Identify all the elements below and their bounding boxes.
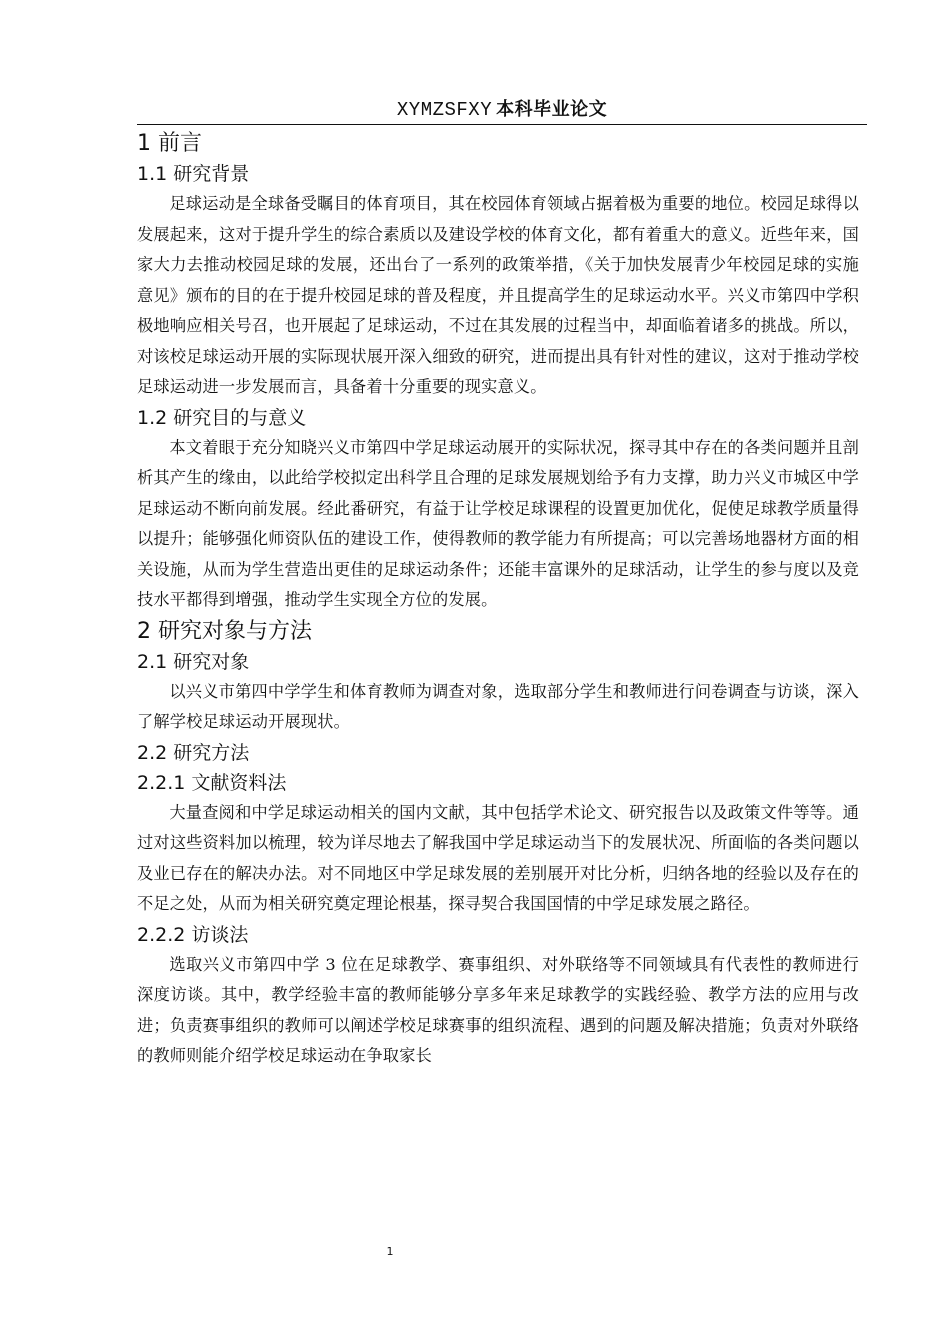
header-rule [137, 124, 867, 125]
header-label: 本科毕业论文 [496, 99, 608, 120]
document-body [137, 128, 859, 1072]
section-2-2-title: 2.2 研究方法 [137, 741, 250, 764]
section-1-1-paragraph: 足球运动是全球备受瞩目的体育项目，其在校园体育领域占据着极为重要的地位。校园足球得以发展起来，这对于提升学生的综合素质以及建设学校的体育文化，都有着重大的意义。近些年来，国家大力去推动校园足球的发展，还出台了一系列的政策举措，《关于加快发展青少年校园足球的实施意见》颁布的目的在于提升校园足球的普及程度，并且提高学生的足球运动水平。兴义市第四中学积极地响应相关号召，也开展起了足球运动，不过在其发展的过程当中，却面临着诸多的挑战。所以，对该校足球运动开展的实际现状展开深入细致的研究，进而提出具有针对性的建议，这对于推动学校足球运动进一步发展而言，具备着十分重要的现实意义。 [137, 194, 859, 396]
header-code: XYMZSFXY [396, 99, 493, 121]
section-2-2-2-title: 2.2.2 访谈法 [137, 923, 249, 946]
section-1-2-paragraph: 本文着眼于充分知晓兴义市第四中学足球运动展开的实际状况，探寻其中存在的各类问题并且剖析其产生的缘由，以此给学校拟定出科学且合理的足球发展规划给予有力支撑，助力兴义市城区中学足球运动不断向前发展。经此番研究，有益于让学校足球课程的设置更加优化，促使足球教学质量得以提升；能够强化师资队伍的建设工作，使得教师的教学能力有所提高；可以完善场地器材方面的相关设施，从而为学生营造出更佳的足球运动条件；还能丰富课外的足球活动，让学生的参与度以及竞技水平都得到增强，推动学生实现全方位的发展。 [137, 437, 859, 609]
page-header [137, 96, 867, 122]
section-2-title: 2 研究对象与方法 [137, 618, 312, 644]
section-1-title: 1 前言 [137, 131, 202, 156]
section-2-1-paragraph: 以兴义市第四中学学生和体育教师为调查对象，选取部分学生和教师进行问卷调查与访谈，深入了解学校足球运动开展现状。 [137, 681, 859, 731]
section-2-2-1-title: 2.2.1 文献资料法 [137, 771, 287, 794]
section-2-1-title: 2.1 研究对象 [137, 650, 250, 673]
section-2-2-2-paragraph: 选取兴义市第四中学 3 位在足球教学、赛事组织、对外联络等不同领域具有代表性的教师进行深度访谈。其中，教学经验丰富的教师能够分享多年来足球教学的实践经验、教学方法的应用与改进；负责赛事组织的教师可以阐述学校足球赛事的组织流程、遇到的问题及解决措施；负责对外联络的教师则能介绍学校足球运动在争取家长 [137, 954, 859, 1065]
section-1-2-title: 1.2 研究目的与意义 [137, 406, 307, 429]
section-1-1-title: 1.1 研究背景 [137, 163, 250, 185]
section-2-2-1-paragraph: 大量查阅和中学足球运动相关的国内文献，其中包括学术论文、研究报告以及政策文件等等。通过对这些资料加以梳理，较为详尽地去了解我国中学足球运动当下的发展状况、所面临的各类问题以及业已存在的解决办法。对不同地区中学足球发展的差别展开对比分析，归纳各地的经验以及存在的不足之处，从而为相关研究奠定理论根基，探寻契合我国国情的中学足球发展之路径。 [137, 802, 859, 913]
page-number: 1 [386, 1245, 394, 1258]
